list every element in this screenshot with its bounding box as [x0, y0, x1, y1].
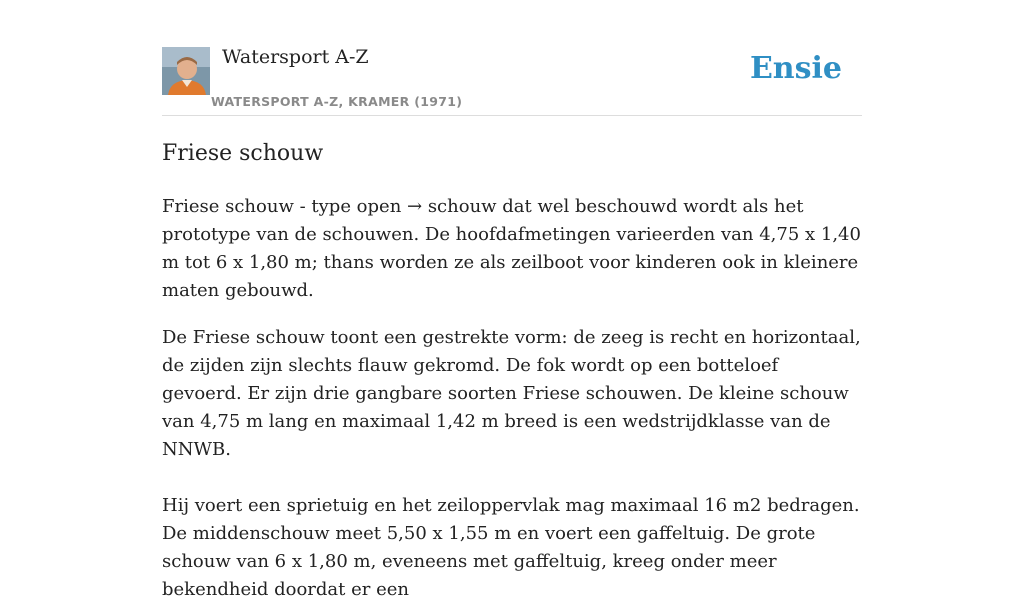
paragraph: Friese schouw - type open → schouw dat wel beschouwd wordt als het prototype van de schouwen. De hoofdafmetingen varieerden van 4,75 x 1,40 m tot 6 x 1,80 m; thans worden ze als zeilboot voor kinderen ook in kleinere maten gebouwd.	[162, 196, 861, 301]
page-container	[162, 0, 862, 600]
site-title[interactable]: Watersport A-Z	[222, 46, 369, 68]
header	[162, 0, 862, 116]
author-avatar[interactable]	[162, 47, 210, 95]
avatar-photo-icon	[162, 47, 210, 95]
paragraph: De Friese schouw toont een gestrekte vorm: de zeeg is recht en horizontaal, de zijden zijn slechts flauw gekromd. De fok wordt op een botteloef gevoerd. Er zijn drie gangbare soorten Friese schouwen. De kleine schouw van 4,75 m lang en maximaal 1,42 m breed is een wedstrijdklasse van de NNWB.	[162, 327, 861, 460]
brand-logo[interactable]: Ensie	[749, 51, 842, 86]
source-label: WATERSPORT A-Z, KRAMER (1971)	[211, 94, 463, 109]
entry-body	[162, 193, 862, 604]
entry-title: Friese schouw	[162, 141, 324, 166]
paragraph: Hij voert een sprietuig en het zeiloppervlak mag maximaal 16 m2 bedragen. De middenschouw meet 5,50 x 1,55 m en voert een gaffeltuig. De grote schouw van 6 x 1,80 m, eveneens met gaffeltuig, kreeg onder meer bekendheid doordat er een	[162, 495, 860, 600]
